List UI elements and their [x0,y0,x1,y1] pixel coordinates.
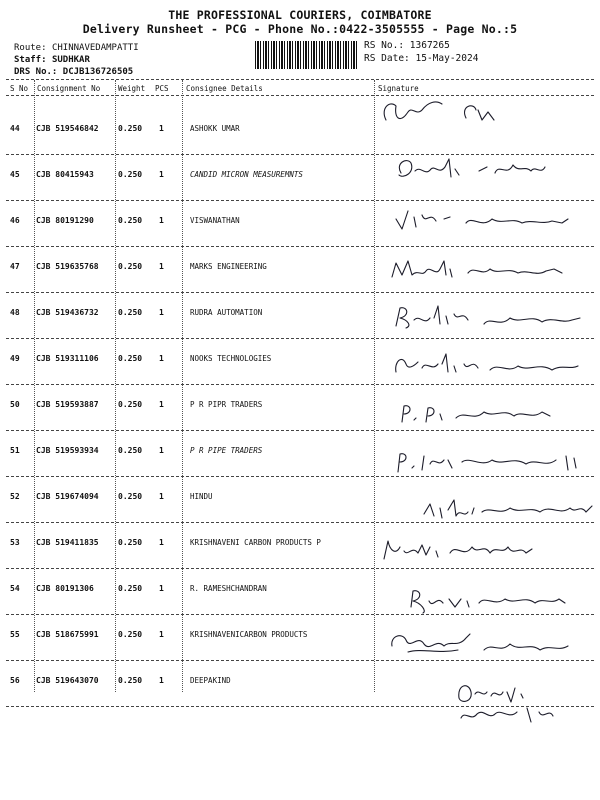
row-sno: 49 [10,354,20,363]
handwritten-signature [390,255,590,305]
row-weight: 0.250 [118,584,143,593]
row-weight: 0.250 [118,400,143,409]
row-consignment-no: CJB 519436732 [36,308,99,317]
row-consignee: CANDID MICRON MEASUREMNTS [190,170,303,179]
row-consignee: KRISHNAVENI CARBON PRODUCTS P [190,538,321,547]
staff-label: Staff: [14,55,47,65]
handwritten-signature [395,155,595,205]
rs-date-value: 15-May-2024 [415,53,479,64]
row-sno: 54 [10,584,20,593]
handwritten-signature [392,302,592,352]
row-sno: 45 [10,170,20,179]
column-header-sno: S No [10,84,29,93]
row-pcs: 1 [159,354,164,363]
barcode [255,41,357,69]
row-sno: 55 [10,630,20,639]
runsheet-subtitle: Delivery Runsheet - PCG - Phone No.:0422-3505555 - Page No.:5 [82,22,518,36]
row-weight: 0.250 [118,630,143,639]
rs-no-label: RS No.: [364,40,405,51]
row-consignee: P R PIPE TRADERS [190,446,263,455]
handwritten-signature [392,398,592,448]
row-consignee: MARKS ENGINEERING [190,262,267,271]
handwritten-signature [378,98,578,148]
drs-value: DCJB136726505 [62,67,134,77]
row-consignment-no: CJB 519643070 [36,676,99,685]
row-weight: 0.250 [118,676,143,685]
row-sno: 53 [10,538,20,547]
handwritten-signature [392,205,592,255]
row-weight: 0.250 [118,354,143,363]
column-header-weight: Weight [118,84,146,93]
row-consignee: R. RAMESHCHANDRAN [190,584,267,593]
row-consignment-no: CJB 519411835 [36,538,99,547]
row-pcs: 1 [159,308,164,317]
row-consignee: NOOKS TECHNOLOGIES [190,354,272,363]
handwritten-signature [405,585,600,635]
row-sno: 48 [10,308,20,317]
handwritten-signature [388,630,588,680]
row-pcs: 1 [159,630,164,639]
row-consignment-no: CJB 80415943 [36,170,94,179]
row-consignee: KRISHNAVENICARBON PRODUCTS [190,630,308,639]
row-sno: 46 [10,216,20,225]
handwritten-signature [380,535,580,585]
row-consignment-no: CJB 80191306 [36,584,94,593]
row-pcs: 1 [159,400,164,409]
rs-no-line [364,40,450,52]
row-weight: 0.250 [118,308,143,317]
row-consignment-no: CJB 80191290 [36,216,94,225]
row-consignment-no: CJB 519593887 [36,400,99,409]
route-label: Route: [14,43,47,53]
column-header-consignment: Consignment No [37,84,101,93]
row-pcs: 1 [159,676,164,685]
row-consignment-no: CJB 519311106 [36,354,99,363]
route-value: CHINNAVEDAMPATTI [51,43,139,53]
staff-line [14,54,90,66]
table-header-rule [6,95,594,96]
row-weight: 0.250 [118,124,143,133]
row-weight: 0.250 [118,538,143,547]
row-consignment-no: CJB 519635768 [36,262,99,271]
row-sno: 56 [10,676,20,685]
handwritten-signature [455,678,600,728]
row-pcs: 1 [159,170,164,179]
row-sno: 52 [10,492,20,501]
row-pcs: 1 [159,584,164,593]
handwritten-signature [392,350,592,400]
row-pcs: 1 [159,216,164,225]
row-consignee: HINDU [190,492,213,501]
staff-value: SUDHKAR [51,55,90,65]
row-pcs: 1 [159,492,164,501]
drs-label: DRS No.: [14,67,58,77]
row-consignee: P R PIPR TRADERS [190,400,263,409]
row-weight: 0.250 [118,492,143,501]
column-header-consignee: Consignee Details [186,84,263,93]
row-consignment-no: CJB 519674094 [36,492,99,501]
column-header-pcs: PCS [155,84,169,93]
handwritten-signature [390,446,590,496]
row-pcs: 1 [159,446,164,455]
row-weight: 0.250 [118,262,143,271]
column-header-signature: Signature [378,84,419,93]
rs-no-value: 1367265 [409,40,450,51]
row-sno: 51 [10,446,20,455]
route-line [14,42,139,54]
company-title: THE PROFESSIONAL COURIERS, COIMBATORE [168,8,432,22]
table-top-rule [6,79,594,80]
row-pcs: 1 [159,262,164,271]
rs-date-line [364,53,478,65]
row-consignment-no: CJB 519593934 [36,446,99,455]
row-consignee: ASHOKK UMAR [190,124,240,133]
row-weight: 0.250 [118,216,143,225]
row-pcs: 1 [159,538,164,547]
row-consignee: RUDRA AUTOMATION [190,308,263,317]
row-weight: 0.250 [118,170,143,179]
row-consignee: DEEPAKIND [190,676,231,685]
row-consignment-no: CJB 518675991 [36,630,99,639]
rs-date-label: RS Date: [364,53,410,64]
row-consignment-no: CJB 519546842 [36,124,99,133]
row-consignee: VISWANATHAN [190,216,240,225]
row-pcs: 1 [159,124,164,133]
drs-line [14,66,133,78]
row-sno: 50 [10,400,20,409]
row-sno: 44 [10,124,20,133]
row-weight: 0.250 [118,446,143,455]
row-sno: 47 [10,262,20,271]
